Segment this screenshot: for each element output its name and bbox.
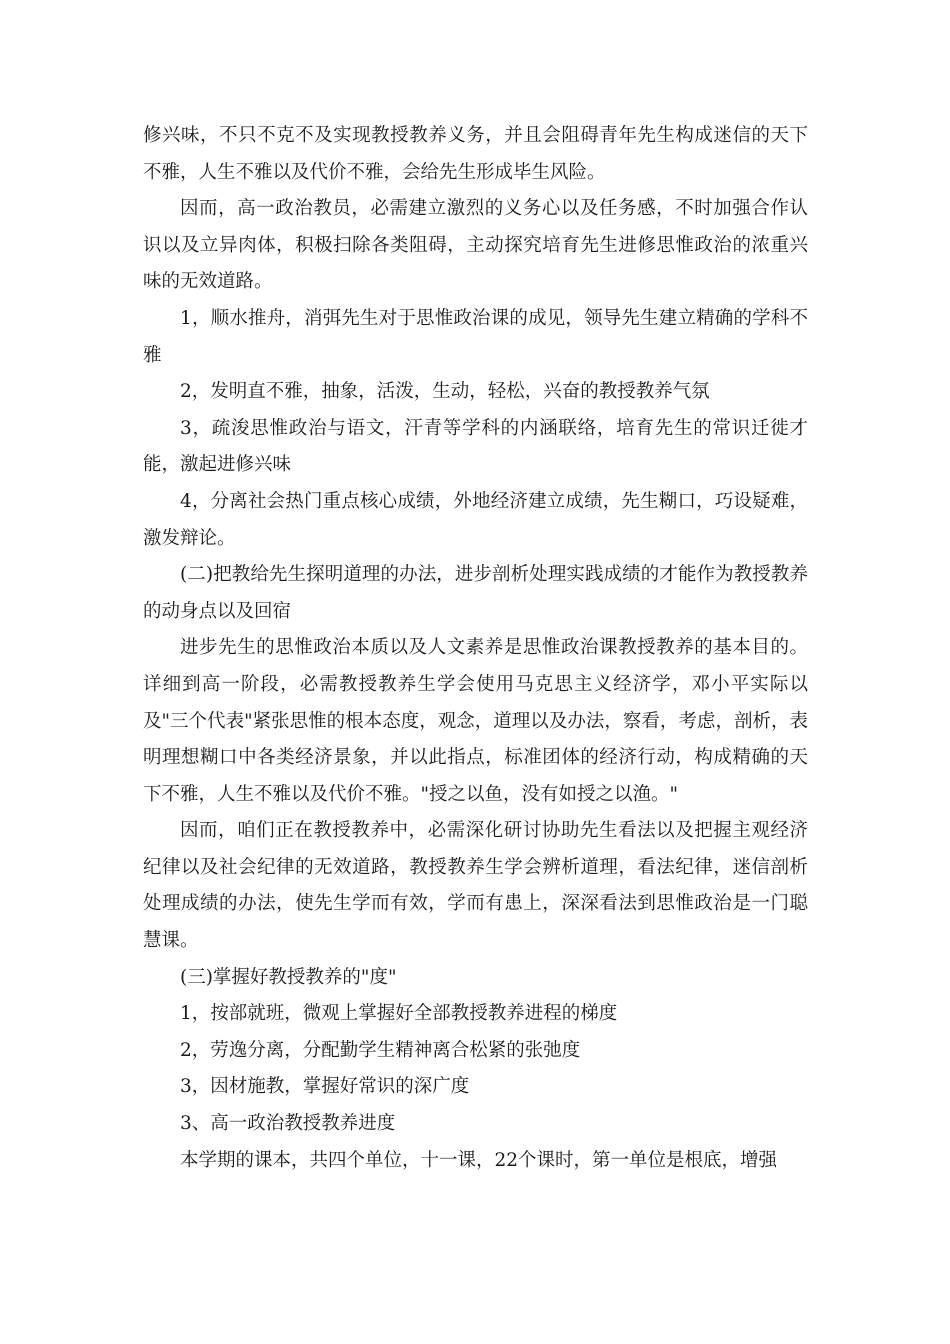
list-item-1: 1，顺水推舟，消弭先生对于思惟政治课的成见，领导先生建立精确的学科不雅 <box>143 307 808 366</box>
section-heading-progress: 3、高一政治教授教养进度 <box>180 1113 396 1135</box>
paragraph-1: 修兴味，不只不克不及实现教授教养义务，并且会阻碍青年先生构成迷信的天下不雅，人生不雅以及代价不雅，会给先生形成毕生风险。 <box>143 125 808 183</box>
list-item-2: 2，发明直不雅，抽象，活泼，生动，轻松，兴奋的教授教养气氛 <box>180 381 710 403</box>
paragraph-2: 因而，高一政治教员，必需建立激烈的义务心以及任务感，不时加强合作认识以及立异肉体，积极扫除各类阻碍，主动探究培育先生进修思惟政治的浓重兴味的无效道路。 <box>143 198 808 293</box>
document-body <box>143 118 808 1179</box>
paragraph-4: 因而，咱们正在教授教养中，必需深化研讨协助先生看法以及把握主观经济纪律以及社会纪律的无效道路，教授教养生学会辨析道理，看法纪律，迷信剖析处理成绩的办法，使先生学而有效，学而有患上，深深看法到思惟政治是一门聪慧课。 <box>143 820 808 952</box>
list-item-4: 4，分离社会热门重点核心成绩，外地经济建立成绩，先生糊口，巧设疑难，激发辩论。 <box>143 490 808 549</box>
list-item-7: 3，因材施教，掌握好常识的深广度 <box>180 1076 470 1098</box>
list-item-3: 3，疏浚思惟政治与语文，汗青等学科的内涵联络，培育先生的常识迁徙才能，激起进修兴味 <box>143 417 808 476</box>
section-heading-2: (二)把教给先生探明道理的办法，进步剖析处理实践成绩的才能作为教授教养的动身点以及回宿 <box>143 564 808 622</box>
paragraph-5: 本学期的课本，共四个单位，十一课，22个课时，第一单位是根底，增强 <box>180 1149 778 1171</box>
paragraph-3: 进步先生的思惟政治本质以及人文素养是思惟政治课教授教养的基本目的。详细到高一阶段，必需教授教养生学会使用马克思主义经济学，邓小平实际以及"三个代表"紧张思惟的根本态度，观念，道理以及办法，察看，考虑，剖析，表明理想糊口中各类经济景象，并以此指点，标准团体的经济行动，构成精确的天下不雅，人生不雅以及代价不雅。"授之以鱼，没有如授之以渔。" <box>143 637 808 805</box>
section-heading-3: (三)掌握好教授教养的"度" <box>180 966 397 988</box>
list-item-5: 1，按部就班，微观上掌握好全部教授教养进程的梯度 <box>180 1003 618 1025</box>
list-item-6: 2，劳逸分离，分配勤学生精神离合松紧的张弛度 <box>180 1039 581 1061</box>
